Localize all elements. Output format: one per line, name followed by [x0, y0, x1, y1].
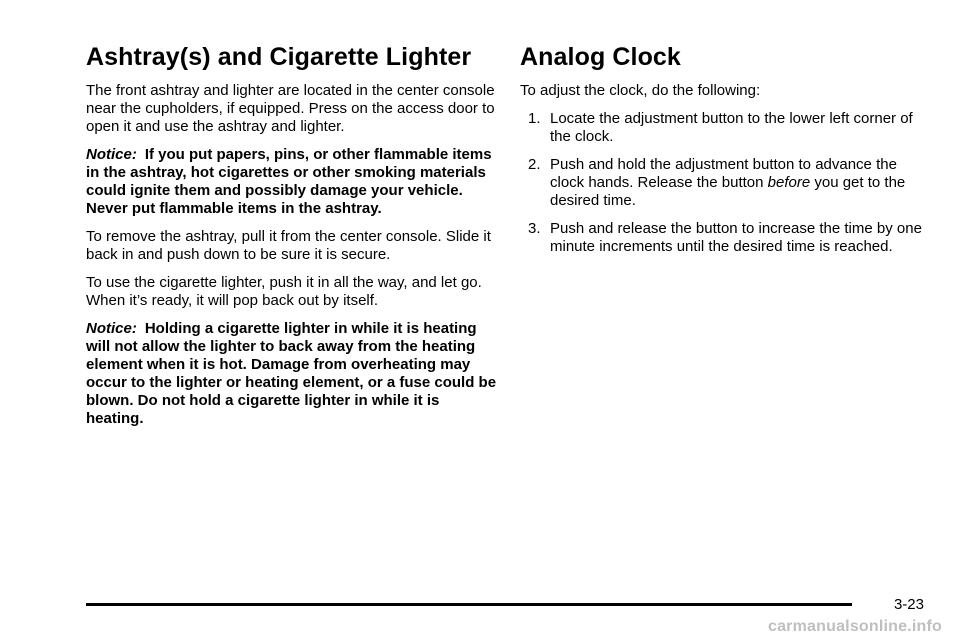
use-lighter-paragraph: To use the cigarette lighter, push it in all the way, and let go. When it’s ready, it will pop back out by itself. — [86, 273, 482, 309]
section-title-clock: Analog Clock — [520, 43, 681, 71]
left-column — [86, 40, 498, 438]
step-number: 3. — [528, 219, 541, 237]
clock-steps-list — [520, 110, 932, 256]
watermark: carmanualsonline.info — [767, 618, 942, 635]
list-item — [520, 110, 932, 146]
step-text: Push and release the button to increase the time by one minute increments until the desired time is reached. — [550, 219, 922, 255]
step-number: 1. — [528, 109, 541, 127]
section-title-ashtray: Ashtray(s) and Cigarette Lighter — [86, 43, 472, 71]
notice-label: Notice: — [86, 319, 137, 337]
list-item — [520, 220, 932, 256]
step-text: Locate the adjustment button to the lower left corner of the clock. — [550, 109, 913, 145]
remove-ashtray-paragraph: To remove the ashtray, pull it from the center console. Slide it back in and push down to be sure it is secure. — [86, 227, 491, 263]
clock-intro-paragraph: To adjust the clock, do the following: — [520, 81, 761, 99]
notice-label: Notice: — [86, 145, 137, 163]
step-number: 2. — [528, 155, 541, 173]
notice-text: Holding a cigarette lighter in while it is heating will not allow the lighter to back away from the heating element when it is hot. Damage from overheating may occur to the lighter or heating element, or a fuse could be blown. Do not hold a cigarette lighter in while it is heating. — [86, 319, 497, 427]
list-item — [520, 156, 932, 210]
ashtray-intro-paragraph: The front ashtray and lighter are located in the center console near the cupholders, if equipped. Press on the access door to open it and use the ashtray and lighter. — [86, 81, 495, 135]
footer-rule — [86, 603, 852, 606]
step-text: Push and hold the adjustment button to advance the clock hands. Release the button — [550, 155, 897, 191]
step-text: you get to the desired time. — [550, 173, 906, 209]
step-emphasis: before — [767, 173, 811, 191]
right-column — [520, 40, 932, 266]
notice-lighter-heating — [86, 320, 498, 428]
page-number: 3-23 — [893, 596, 924, 613]
notice-flammable — [86, 146, 498, 218]
notice-text: If you put papers, pins, or other flammable items in the ashtray, hot cigarettes or other smoking materials could ignite them and possibly damage your vehicle. Never put flammable items in the ashtray. — [86, 145, 492, 217]
